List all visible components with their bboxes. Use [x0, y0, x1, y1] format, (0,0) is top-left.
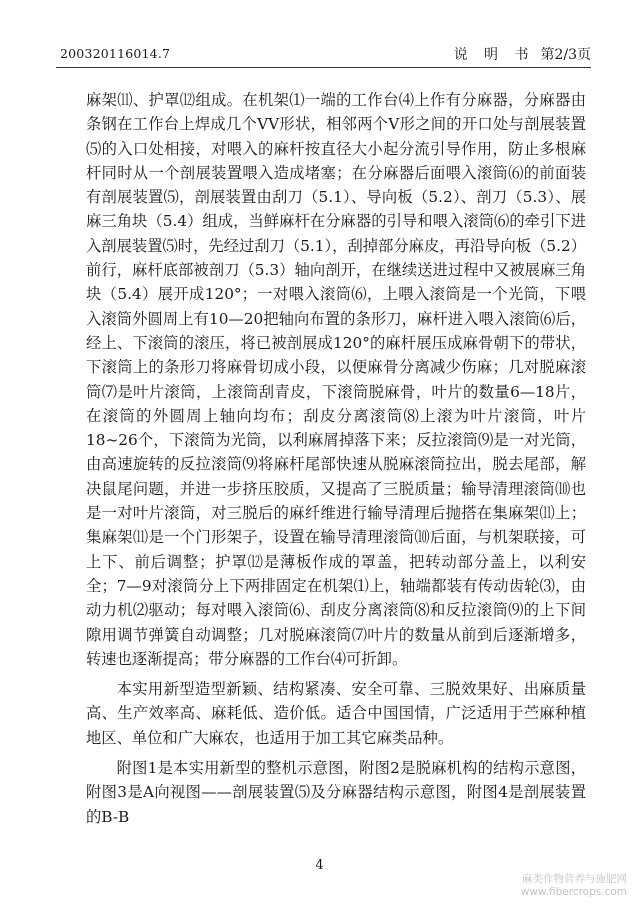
page-number: 4	[315, 858, 324, 873]
paragraph-1: 麻架⑾、护罩⑿组成。在机架⑴一端的工作台⑷上作有分麻器，分麻器由条钢在工作台上焊成几个VV形状，相邻两个V形之间的开口处与剖展装置⑸的入口处相接，对喂入的麻杆按直径大小起分流引导作用，防止多根麻杆同时从一个剖展装置喂入造成堵塞；在分麻器后面喂入滚筒⑹的前面装有剖展装置⑸，剖展装置由刮刀（5.1）、导向板（5.2）、剖刀（5.3）、展麻三角块（5.4）组成，当鲜麻杆在分麻器的引导和喂入滚筒⑹的牵引下进入剖展装置⑸时，先经过刮刀（5.1），刮掉部分麻皮，再沿导向板（5.2）前行，麻杆底部被剖刀（5.3）轴向剖开，在继续送进过程中又被展麻三角块（5.4）展开成120°；一对喂入滚筒⑹，上喂入滚筒是一个光筒，下喂入滚筒外圆周上有10—20把轴向布置的条形刀，麻杆进入喂入滚筒⑹后，经上、下滚筒的滚压，将已被剖展成120°的麻杆展压成麻骨朝下的带状，下滚筒上的条形刀将麻骨切成小段，以便麻骨分离减少伤麻；几对脱麻滚筒⑺是叶片滚筒，上滚筒刮青皮，下滚筒脱麻骨，叶片的数量6—18片，在滚筒的外圆周上轴向均布；刮皮分离滚筒⑻上滚为叶片滚筒，叶片18~26个，下滚筒为光筒，以利麻屑掉落下来；反拉滚筒⑼是一对光筒，由高速旋转的反拉滚筒⑼将麻杆尾部快速从脱麻滚筒拉出，脱去尾部，解决鼠尾问题，并进一步挤压胶质，又提高了三脱质量；输导清理滚筒⑽也是一对叶片滚筒，对三脱后的麻纤维进行输导清理后抛搭在集麻架⑾上；集麻架⑾是一个门形架子，设置在输导清理滚筒⑽后面，与机架联接，可上下、前后调整；护罩⑿是薄板作成的罩盖，把转动部分盖上，以利安全；7—9对滚筒分上下两排固定在机架⑴上，轴端都装有传动齿轮⑶，由动力机⑵驱动；每对喂入滚筒⑹、刮皮分离滚筒⑻和反拉滚筒⑼的上下间隙用调节弹簧自动调整；几对脱麻滚筒⑺叶片的数量从前到后逐渐增多，转速也逐渐提高；带分麻器的工作台⑷可折卸。	[86, 91, 586, 668]
header-right	[454, 44, 591, 64]
paragraph-2: 本实用新型造型新颖、结构紧凑、安全可靠、三脱效果好、出麻质量高、生产效率高、麻耗低、造价低。适合中国国情，广泛适用于苎麻种植地区、单位和广大麻农，也适用于加工其它麻类品种。	[86, 680, 586, 747]
body-text	[86, 88, 586, 829]
document-title: 说 明 书	[453, 47, 535, 63]
watermark	[521, 873, 627, 899]
page-info: 第2/3页	[540, 47, 591, 63]
header-divider	[56, 67, 591, 68]
watermark-title: 麻类作物营养与施肥网	[522, 873, 627, 885]
document-number: 200320116014.7	[60, 46, 171, 61]
watermark-url: www.fibercrops.com	[520, 886, 627, 898]
paragraph-3: 附图1是本实用新型的整机示意图，附图2是脱麻机构的结构示意图，附图3是A向视图——剖展装置⑸及分麻器结构示意图，附图4是剖展装置的B-B	[86, 759, 586, 826]
